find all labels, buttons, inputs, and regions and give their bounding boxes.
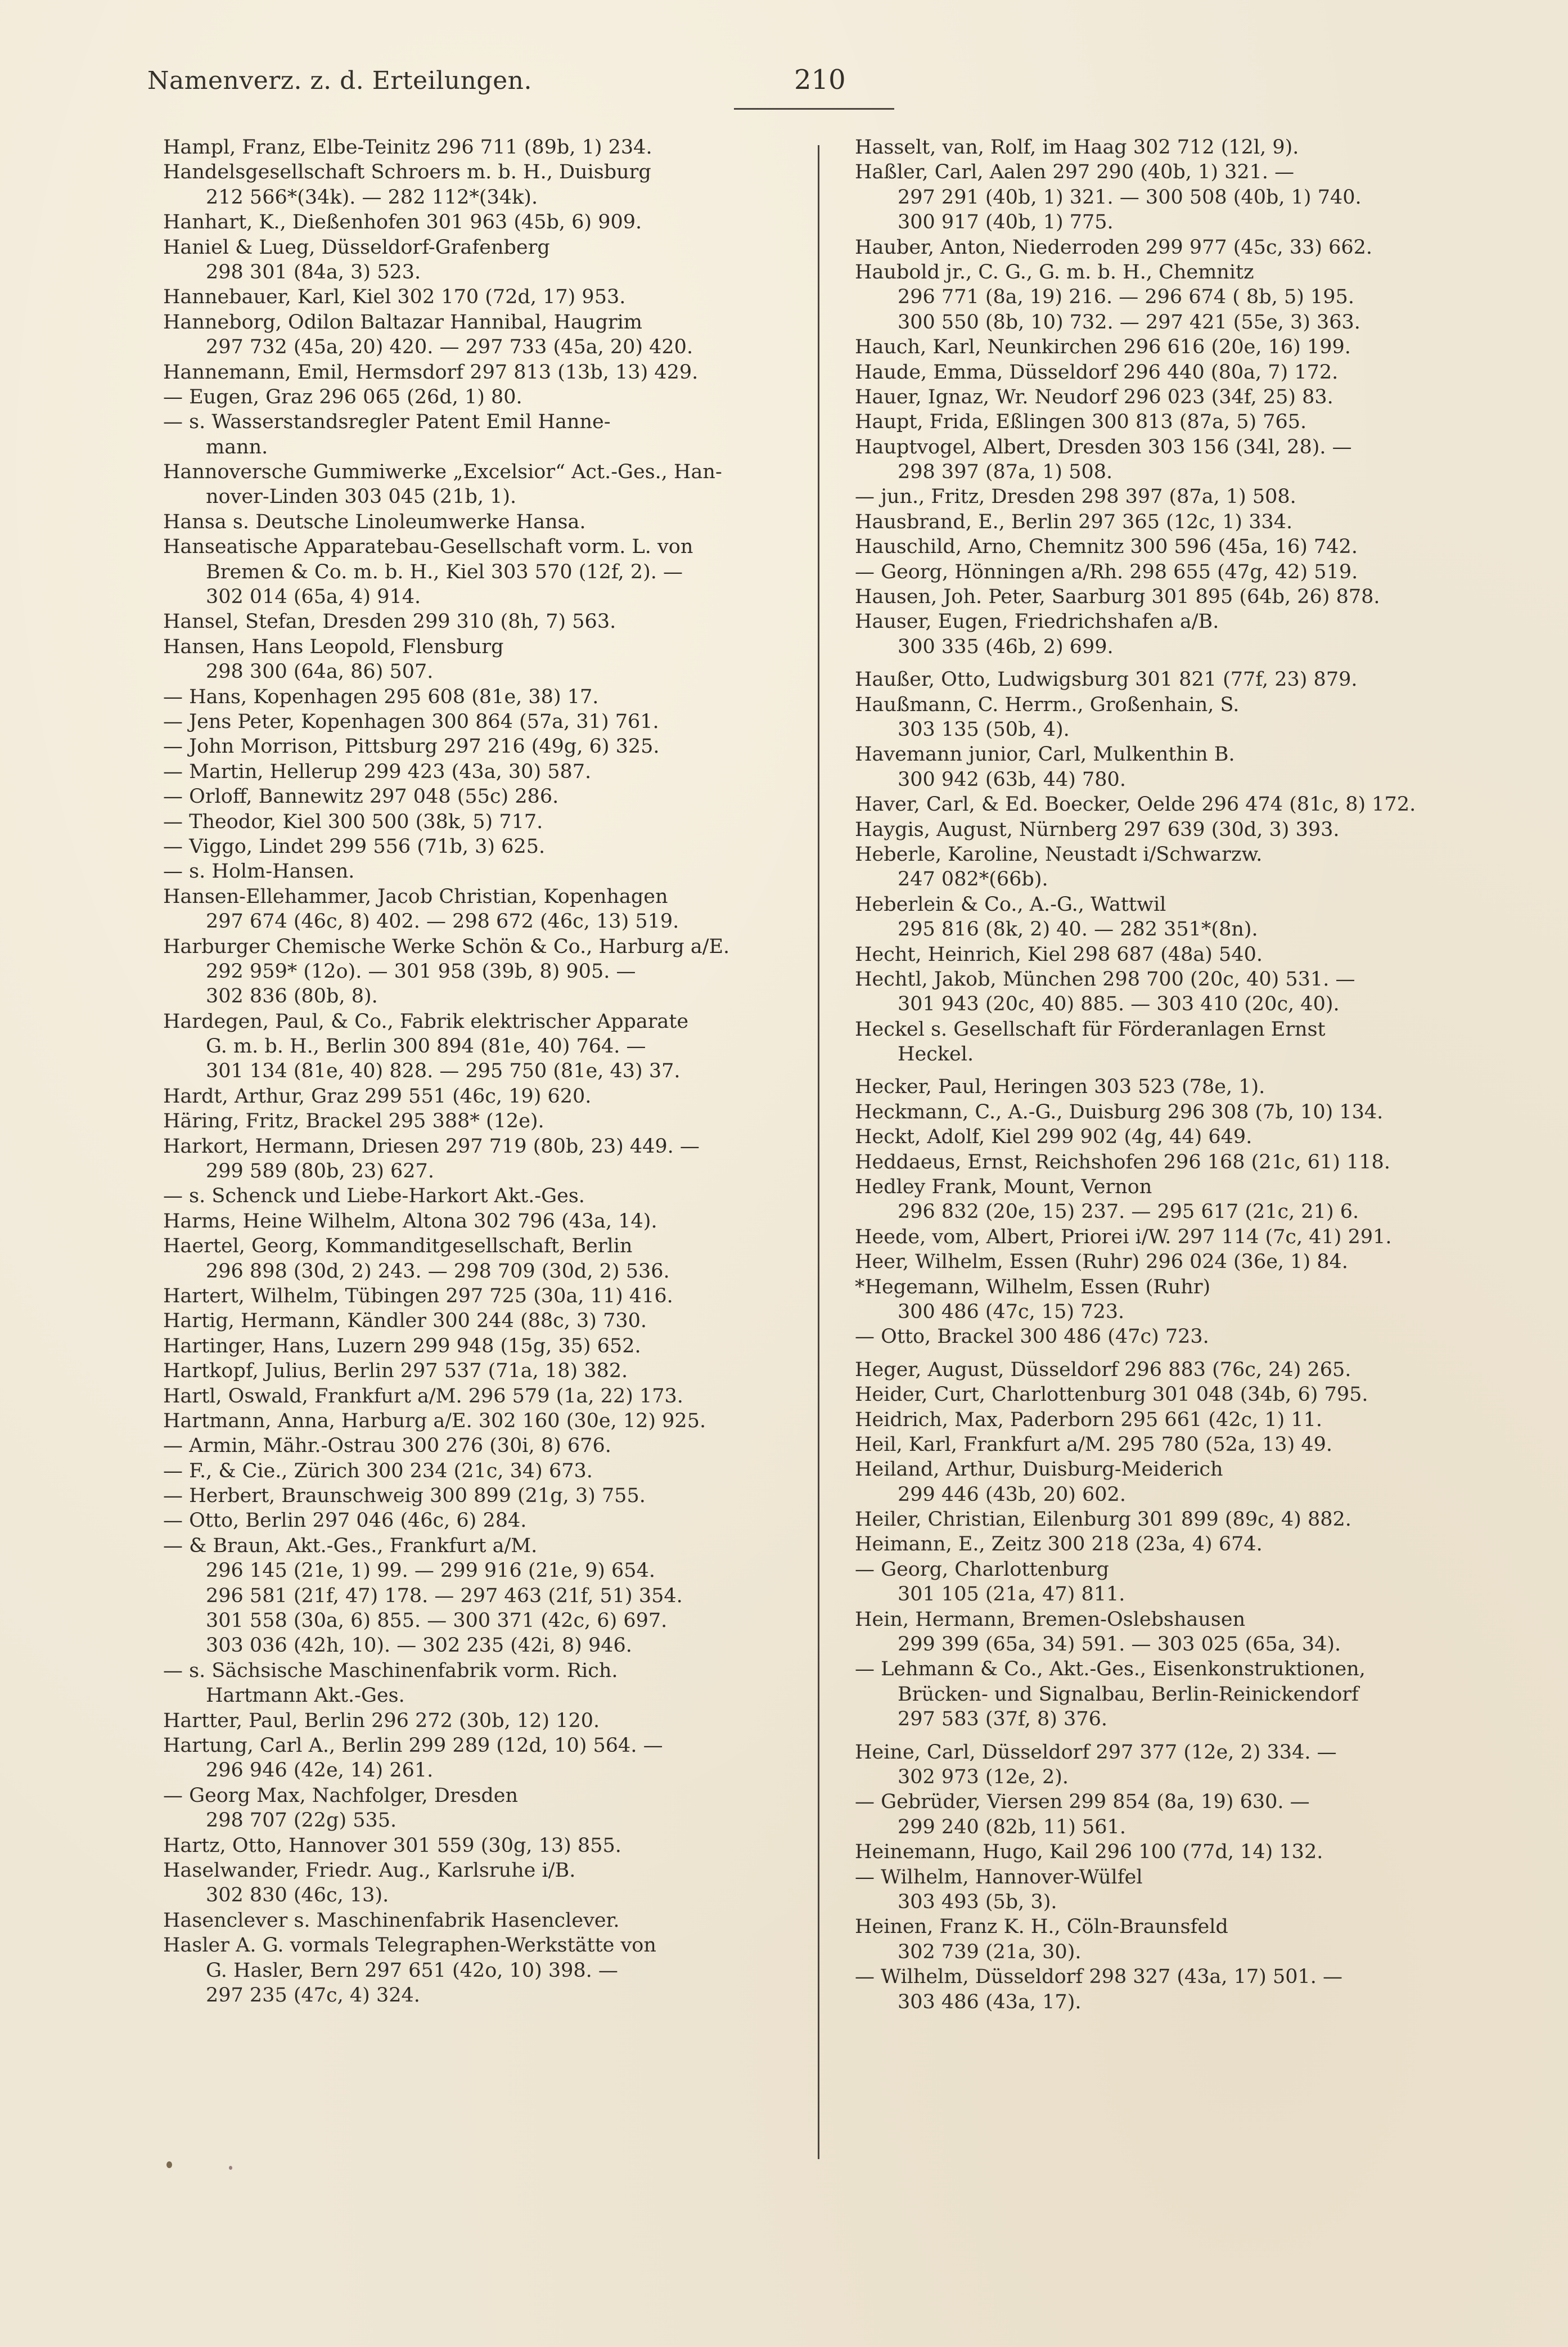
paper-speck [229,2166,232,2170]
entry-continuation-line: 299 589 (80b, 23) 627. [206,1160,434,1183]
entry [855,260,1513,335]
entry-line: Hartert, Wilhelm, Tübingen 297 725 (30a, 11) 416. [163,1284,673,1307]
entry-continuation-line: 302 973 (12e, 2). [898,1766,1069,1788]
entry [855,1732,1513,1790]
entry-line: Hauch, Karl, Neunkirchen 296 616 (20e, 16) 199. [855,336,1351,359]
entry-line: — John Morrison, Pittsburg 297 216 (49g, 6) 325. [163,735,660,758]
entry [855,1249,1513,1274]
entry [163,1433,810,1458]
entry [855,435,1513,485]
entry [855,792,1513,817]
entry-continuation-line: 295 816 (8k, 2) 40. — 282 351*(8n). [898,918,1258,941]
entry-line: Hartinger, Hans, Luzern 299 948 (15g, 35) 652. [163,1334,641,1357]
entry-line: *Hegemann, Wilhelm, Essen (Ruhr) [855,1275,1211,1298]
entry-line: Heiland, Arthur, Duisburg-Meiderich [855,1458,1223,1481]
entry-line: Hasler A. G. vormals Telegraphen-Werkstätte von [163,1934,656,1957]
entry [855,942,1513,967]
entry [163,685,810,709]
entry-line: — Hans, Kopenhagen 295 608 (81e, 38) 17. [163,685,599,708]
entry [163,1534,810,1658]
entry-continuation-line: 296 946 (42e, 14) 261. [206,1759,434,1782]
entry-line: — Theodor, Kiel 300 500 (38k, 5) 717. [163,810,543,833]
entry [163,360,810,385]
entry [163,310,810,360]
page-number: 210 [794,64,846,96]
entry-continuation-line: 300 550 (8b, 10) 732. — 297 421 (55e, 3) 363. [898,311,1360,334]
column-divider [818,145,819,2159]
entry [163,1184,810,1208]
entry-line: — Georg, Charlottenburg [855,1558,1109,1581]
entry [855,842,1513,892]
entry-continuation-line: Bremen & Co. m. b. H., Kiel 303 570 (12f, 2). — [206,560,683,583]
entry-line: — Eugen, Graz 296 065 (26d, 1) 80. [163,385,522,408]
entry [163,1858,810,1908]
entry [855,1914,1513,1964]
entry-line: Heinen, Franz K. H., Cöln-Braunsfeld [855,1916,1228,1939]
entry-continuation-line: 292 959* (12o). — 301 958 (39b, 8) 905. — [206,960,636,983]
entry [855,1225,1513,1249]
entry-line: Hannoversche Gummiwerke „Excelsior“ Act.-Ges., Han- [163,461,722,484]
entry [855,817,1513,842]
entry-continuation-line: 296 145 (21e, 1) 99. — 299 916 (21e, 9) 654. [206,1559,655,1582]
entry-continuation-line: 303 486 (43a, 17). [898,1990,1082,2013]
entry-continuation-line: 296 581 (21f, 47) 178. — 297 463 (21f, 51) 354. [206,1584,683,1607]
entry [855,1432,1513,1457]
entry [855,609,1513,659]
entry-continuation-line: Heckel. [898,1043,974,1066]
entry [163,1483,810,1508]
entry-continuation-line: mann. [206,435,268,458]
entry-line: — s. Sächsische Maschinenfabrik vorm. Rich. [163,1659,618,1682]
entry-continuation-line: 301 943 (20c, 40) 885. — 303 410 (20c, 40). [898,993,1340,1016]
entry [163,1134,810,1184]
entry [855,1840,1513,1864]
entry-continuation-line: 296 832 (20e, 15) 237. — 295 617 (21c, 21) 6. [898,1201,1359,1224]
entry-line: Heine, Carl, Düsseldorf 297 377 (12e, 2) 334. — [855,1741,1337,1764]
entry-line: — Wilhelm, Hannover-Wülfel [855,1865,1143,1889]
entry-line: — F., & Cie., Zürich 300 234 (21c, 34) 673. [163,1459,593,1482]
entry [855,1865,1513,1915]
entry-line: — Georg, Hönningen a/Rh. 298 655 (47g, 42) 519. [855,560,1358,583]
entry [855,1100,1513,1125]
entry-continuation-line: 300 486 (47c, 15) 723. [898,1300,1125,1323]
entry-line: — Wilhelm, Düsseldorf 298 327 (43a, 17) 501. — [855,1966,1343,1989]
entry [163,1109,810,1134]
entry-continuation-line: 298 301 (84a, 3) 523. [206,260,421,284]
entry-line: — Herbert, Braunschweig 300 899 (21g, 3) 755. [163,1485,646,1508]
entry [855,1507,1513,1532]
entry-continuation-line: 300 942 (63b, 44) 780. [898,768,1126,791]
entry [855,1408,1513,1432]
entry-line: Heckel s. Gesellschaft für Förderanlagen Ernst [855,1018,1326,1041]
entry-line: Haude, Emma, Düsseldorf 296 440 (80a, 7) 172. [855,361,1339,384]
entry-line: Heberle, Karoline, Neustadt i/Schwarzw. [855,843,1263,866]
entry [163,1009,810,1084]
entry-continuation-line: 302 830 (46c, 13). [206,1884,389,1907]
entry [163,759,810,784]
entry-line: Hansen-Ellehammer, Jacob Christian, Kopenhagen [163,885,668,908]
entry [855,1324,1513,1349]
entry-spacer [855,1067,1513,1074]
entry-line: Heddaeus, Ernst, Reichshofen 296 168 (21c, 61) 118. [855,1150,1390,1173]
entry [163,1833,810,1858]
entry-continuation-line: 298 707 (22g) 535. [206,1809,397,1832]
entry [163,1309,810,1333]
entry [855,1964,1513,2015]
entry [163,1409,810,1433]
entry [163,934,810,1009]
entry-line: Hanseatische Apparatebau-Gesellschaft vorm. L. von [163,536,693,559]
entry [163,1658,810,1708]
entry-line: Harms, Heine Wilhelm, Altona 302 796 (43a, 14). [163,1210,657,1233]
entry-line: Heil, Karl, Frankfurt a/M. 295 780 (52a, 13) 49. [855,1433,1333,1456]
entry-line: — Orloff, Bannewitz 297 048 (55c) 286. [163,785,559,808]
entry-line: Hannemann, Emil, Hermsdorf 297 813 (13b, 13) 429. [163,361,699,384]
entry [163,410,810,460]
entry-continuation-line: 301 558 (30a, 6) 855. — 300 371 (42c, 6) 697. [206,1609,668,1633]
entry [855,385,1513,410]
entry [855,967,1513,1017]
entry-spacer [855,1732,1513,1740]
entry-line: — Armin, Mähr.-Ostrau 300 276 (30i, 8) 676. [163,1435,611,1458]
entry-line: — s. Wasserstandsregler Patent Emil Hanne- [163,411,611,434]
entry-continuation-line: 299 399 (65a, 34) 591. — 303 025 (65a, 34). [898,1633,1341,1656]
entry-continuation-line: 302 739 (21a, 30). [898,1940,1082,1963]
right-column [855,135,1513,2015]
entry-continuation-line: 297 235 (47c, 4) 324. [206,1984,420,2007]
entry-continuation-line: nover-Linden 303 045 (21b, 1). [206,485,517,509]
entry [163,709,810,734]
entry-continuation-line: 300 917 (40b, 1) 775. [898,211,1114,234]
entry-line: Hansa s. Deutsche Linoleumwerke Hansa. [163,510,586,533]
entry-line: Hartz, Otto, Hannover 301 559 (30g, 13) 855. [163,1834,621,1857]
entry-continuation-line: 296 898 (30d, 2) 243. — 298 709 (30d, 2) 536. [206,1260,670,1283]
entry-line: Hannebauer, Karl, Kiel 302 170 (72d, 17) 953. [163,286,626,309]
entry [163,1334,810,1359]
entry [855,693,1513,743]
entry-continuation-line: 302 836 (80b, 8). [206,985,378,1008]
entry-line: Hartmann, Anna, Harburg a/E. 302 160 (30e, 12) 925. [163,1409,706,1432]
entry [163,510,810,534]
entry-line: Haygis, August, Nürnberg 297 639 (30d, 3) 393. [855,818,1340,841]
entry-continuation-line: 297 732 (45a, 20) 420. — 297 733 (45a, 20) 420. [206,336,693,359]
entry-line: Harburger Chemische Werke Schön & Co., Harburg a/E. [163,935,730,958]
entry [855,1350,1513,1382]
entry [163,385,810,410]
entry-line: Hedley Frank, Mount, Vernon [855,1176,1152,1199]
entry [163,1933,810,2008]
entry [163,1708,810,1733]
entry-line: Haertel, Georg, Kommanditgesellschaft, Berlin [163,1235,633,1258]
entry-line: — Gebrüder, Viersen 299 854 (8a, 19) 630. — [855,1791,1310,1814]
entry-line: Heinemann, Hugo, Kail 296 100 (77d, 14) 132. [855,1841,1323,1864]
entry-line: Haußmann, C. Herrm., Großenhain, S. [855,693,1240,716]
entry-line: Haußer, Otto, Ludwigsburg 301 821 (77f, 23) 879. [855,668,1358,691]
entry [163,834,810,859]
entry [163,784,810,809]
entry-line: Haselwander, Friedr. Aug., Karlsruhe i/B. [163,1859,576,1882]
entry [855,1017,1513,1067]
entry [163,210,810,235]
entry [855,335,1513,359]
entry-line: — Lehmann & Co., Akt.-Ges., Eisenkonstruktionen, [855,1658,1366,1681]
entry-line: Hauber, Anton, Niederroden 299 977 (45c, 33) 662. [855,236,1373,259]
entry [855,742,1513,792]
entry [855,892,1513,942]
entry-line: Hauer, Ignaz, Wr. Neudorf 296 023 (34f, 25) 83. [855,385,1333,408]
entry [855,1657,1513,1732]
entry-continuation-line: 298 397 (87a, 1) 508. [898,461,1113,484]
entry [855,160,1513,235]
entry-line: Hartl, Oswald, Frankfurt a/M. 296 579 (1a, 22) 173. [163,1384,683,1408]
entry-continuation-line: 299 240 (82b, 11) 561. [898,1815,1126,1838]
entry-line: Heberlein & Co., A.-G., Wattwil [855,893,1166,916]
entry [163,1783,810,1833]
entry [855,1532,1513,1557]
entry-line: — Otto, Brackel 300 486 (47c) 723. [855,1325,1209,1348]
entry-line: Harkort, Hermann, Driesen 297 719 (80b, 23) 449. — [163,1135,700,1158]
entry [163,884,810,934]
entry-line: — s. Holm-Hansen. [163,860,355,883]
entry-line: Hausen, Joh. Peter, Saarburg 301 895 (64b, 26) 878. [855,586,1380,609]
entry-line: Hauser, Eugen, Friedrichshafen a/B. [855,610,1219,633]
entry [163,1284,810,1309]
entry-line: — Georg Max, Nachfolger, Dresden [163,1784,519,1807]
entry-line: Hartung, Carl A., Berlin 299 289 (12d, 10) 564. — [163,1734,663,1757]
entry [855,584,1513,609]
entry-line: Heckt, Adolf, Kiel 299 902 (4g, 44) 649. [855,1126,1252,1149]
entry [163,1508,810,1533]
entry-continuation-line: 301 105 (21a, 47) 811. [898,1583,1125,1606]
entry-line: Heiler, Christian, Eilenburg 301 899 (89c, 4) 882. [855,1508,1351,1531]
entry-line: Heger, August, Düsseldorf 296 883 (76c, 24) 265. [855,1358,1351,1381]
entry [855,534,1513,559]
entry [855,659,1513,692]
entry-line: Hecker, Paul, Heringen 303 523 (78e, 1). [855,1076,1265,1099]
entry-line: — Jens Peter, Kopenhagen 300 864 (57a, 31) 761. [163,710,659,733]
entry-line: — & Braun, Akt.-Ges., Frankfurt a/M. [163,1534,538,1557]
entry [855,1175,1513,1225]
entry-line: Hartkopf, Julius, Berlin 297 537 (71a, 18) 382. [163,1360,628,1383]
entry [163,635,810,685]
entry [163,1209,810,1234]
entry [855,1457,1513,1507]
paper-speck [166,2161,172,2168]
entry-continuation-line: 300 335 (46b, 2) 699. [898,635,1114,658]
entry [163,734,810,759]
entry [855,235,1513,260]
entry-line: Hardt, Arthur, Graz 299 551 (46c, 19) 620. [163,1085,592,1108]
entry-line: Häring, Fritz, Brackel 295 388* (12e). [163,1110,544,1133]
entry [855,1790,1513,1840]
entry-line: Heer, Wilhelm, Essen (Ruhr) 296 024 (36e, 1) 84. [855,1251,1348,1274]
entry [855,560,1513,584]
left-column [163,135,810,2008]
entry-line: Hartter, Paul, Berlin 296 272 (30b, 12) 120. [163,1709,600,1732]
entry-line: Hechtl, Jakob, München 298 700 (20c, 40) 531. — [855,968,1355,991]
entry-line: Hausbrand, E., Berlin 297 365 (12c, 1) 334. [855,510,1293,533]
entry-line: Hauschild, Arno, Chemnitz 300 596 (45a, 16) 742. [855,536,1358,559]
entry [163,1459,810,1483]
entry-line: — Viggo, Lindet 299 556 (71b, 3) 625. [163,835,546,858]
entry-line: Haßler, Carl, Aalen 297 290 (40b, 1) 321. — [855,161,1295,184]
entry-line: Heimann, E., Zeitz 300 218 (23a, 4) 674. [855,1533,1263,1556]
entry [855,1150,1513,1175]
entry-line: Hasselt, van, Rolf, im Haag 302 712 (12l, 9). [855,136,1299,159]
entry [855,1125,1513,1149]
entry [163,285,810,309]
entry-line: Hansel, Stefan, Dresden 299 310 (8h, 7) 563. [163,610,616,633]
entry-continuation-line: 302 014 (65a, 4) 914. [206,586,421,609]
entry-continuation-line: 212 566*(34k). — 282 112*(34k). [206,186,538,209]
entry-continuation-line: 303 135 (50b, 4). [898,718,1070,741]
entry [855,1382,1513,1407]
entry [855,1067,1513,1099]
entry [163,810,810,834]
entry-continuation-line: 296 771 (8a, 19) 216. — 296 674 ( 8b, 5) 195. [898,286,1354,309]
entry-line: Hanhart, K., Dießenhofen 301 963 (45b, 6) 909. [163,211,642,234]
entry-line: Hanneborg, Odilon Baltazar Hannibal, Haugrim [163,311,642,334]
entry-line: Heckmann, C., A.-G., Duisburg 296 308 (7b, 10) 134. [855,1100,1384,1123]
entry-continuation-line: Brücken- und Signalbau, Berlin-Reinickendorf [898,1683,1359,1706]
entry-continuation-line: 297 674 (46c, 8) 402. — 298 672 (46c, 13) 519. [206,910,679,933]
entry-line: Haubold jr., C. G., G. m. b. H., Chemnitz [855,260,1254,284]
entry-line: Handelsgesellschaft Schroers m. b. H., Duisburg [163,161,651,184]
entry-continuation-line: 303 493 (5b, 3). [898,1890,1057,1913]
entry-continuation-line: 297 291 (40b, 1) 321. — 300 508 (40b, 1) 740. [898,186,1362,209]
entry [855,1275,1513,1325]
entry-line: — Otto, Berlin 297 046 (46c, 6) 284. [163,1509,527,1532]
entry [163,1234,810,1284]
entry-line: Havemann junior, Carl, Mulkenthin B. [855,743,1235,766]
entry [163,1359,810,1383]
entry [163,534,810,609]
entry-continuation-line: 301 134 (81e, 40) 828. — 295 750 (81e, 43) 37. [206,1060,681,1083]
entry [163,135,810,160]
header-rule [734,108,894,110]
entry-continuation-line: Hartmann Akt.-Ges. [206,1684,405,1707]
entry [163,160,810,210]
entry-line: Haniel & Lueg, Düsseldorf-Grafenberg [163,236,550,259]
entry-continuation-line: G. m. b. H., Berlin 300 894 (81e, 40) 764. — [206,1035,646,1058]
entry [855,484,1513,509]
entry-line: Hansen, Hans Leopold, Flensburg [163,635,504,658]
entry-continuation-line: G. Hasler, Bern 297 651 (42o, 10) 398. — [206,1959,618,1982]
entry-line: Haupt, Frida, Eßlingen 300 813 (87a, 5) 765. [855,411,1307,434]
entry [855,510,1513,534]
entry [163,235,810,285]
entry-continuation-line: 299 446 (43b, 20) 602. [898,1483,1126,1506]
entry-line: Heider, Curt, Charlottenburg 301 048 (34b, 6) 795. [855,1383,1368,1406]
entry-line: — s. Schenck und Liebe-Harkort Akt.-Ges. [163,1185,585,1208]
entry-line: Heidrich, Max, Paderborn 295 661 (42c, 1) 11. [855,1408,1323,1431]
entry-line: Hampl, Franz, Elbe-Teinitz 296 711 (89b, 1) 234. [163,136,652,159]
entry-line: Hardegen, Paul, & Co., Fabrik elektrischer Apparate [163,1010,689,1033]
running-title: Namenverz. z. d. Erteilungen. [147,66,532,95]
entry [163,1733,810,1783]
entry [855,1557,1513,1607]
entry-continuation-line: 297 583 (37f, 8) 376. [898,1708,1107,1731]
entry-line: Hasenclever s. Maschinenfabrik Hasenclever. [163,1909,620,1932]
entry-line: Hein, Hermann, Bremen-Oslebshausen [855,1608,1246,1631]
entry [855,360,1513,385]
entry [163,1084,810,1109]
entry-line: Heede, vom, Albert, Priorei i/W. 297 114 (7c, 41) 291. [855,1225,1392,1248]
entry-continuation-line: 303 036 (42h, 10). — 302 235 (42i, 8) 946. [206,1634,632,1657]
entry-line: Hecht, Heinrich, Kiel 298 687 (48a) 540. [855,943,1263,966]
entry [855,1607,1513,1657]
entry-spacer [855,659,1513,667]
entry [163,859,810,884]
entry [163,460,810,510]
entry-line: Haver, Carl, & Ed. Boecker, Oelde 296 474 (81c, 8) 172. [855,793,1416,816]
entry [163,609,810,634]
entry-spacer [855,1350,1513,1357]
entry [855,135,1513,160]
entry [163,1908,810,1933]
entry-continuation-line: 298 300 (64a, 86) 507. [206,660,434,684]
entry [855,410,1513,434]
entry [163,1384,810,1409]
entry-continuation-line: 247 082*(66b). [898,868,1048,891]
entry-line: Hauptvogel, Albert, Dresden 303 156 (34l, 28). — [855,435,1352,458]
entry-line: Hartig, Hermann, Kändler 300 244 (88c, 3) 730. [163,1310,647,1333]
entry-line: — Martin, Hellerup 299 423 (43a, 30) 587. [163,760,592,783]
entry-line: — jun., Fritz, Dresden 298 397 (87a, 1) 508. [855,485,1296,509]
